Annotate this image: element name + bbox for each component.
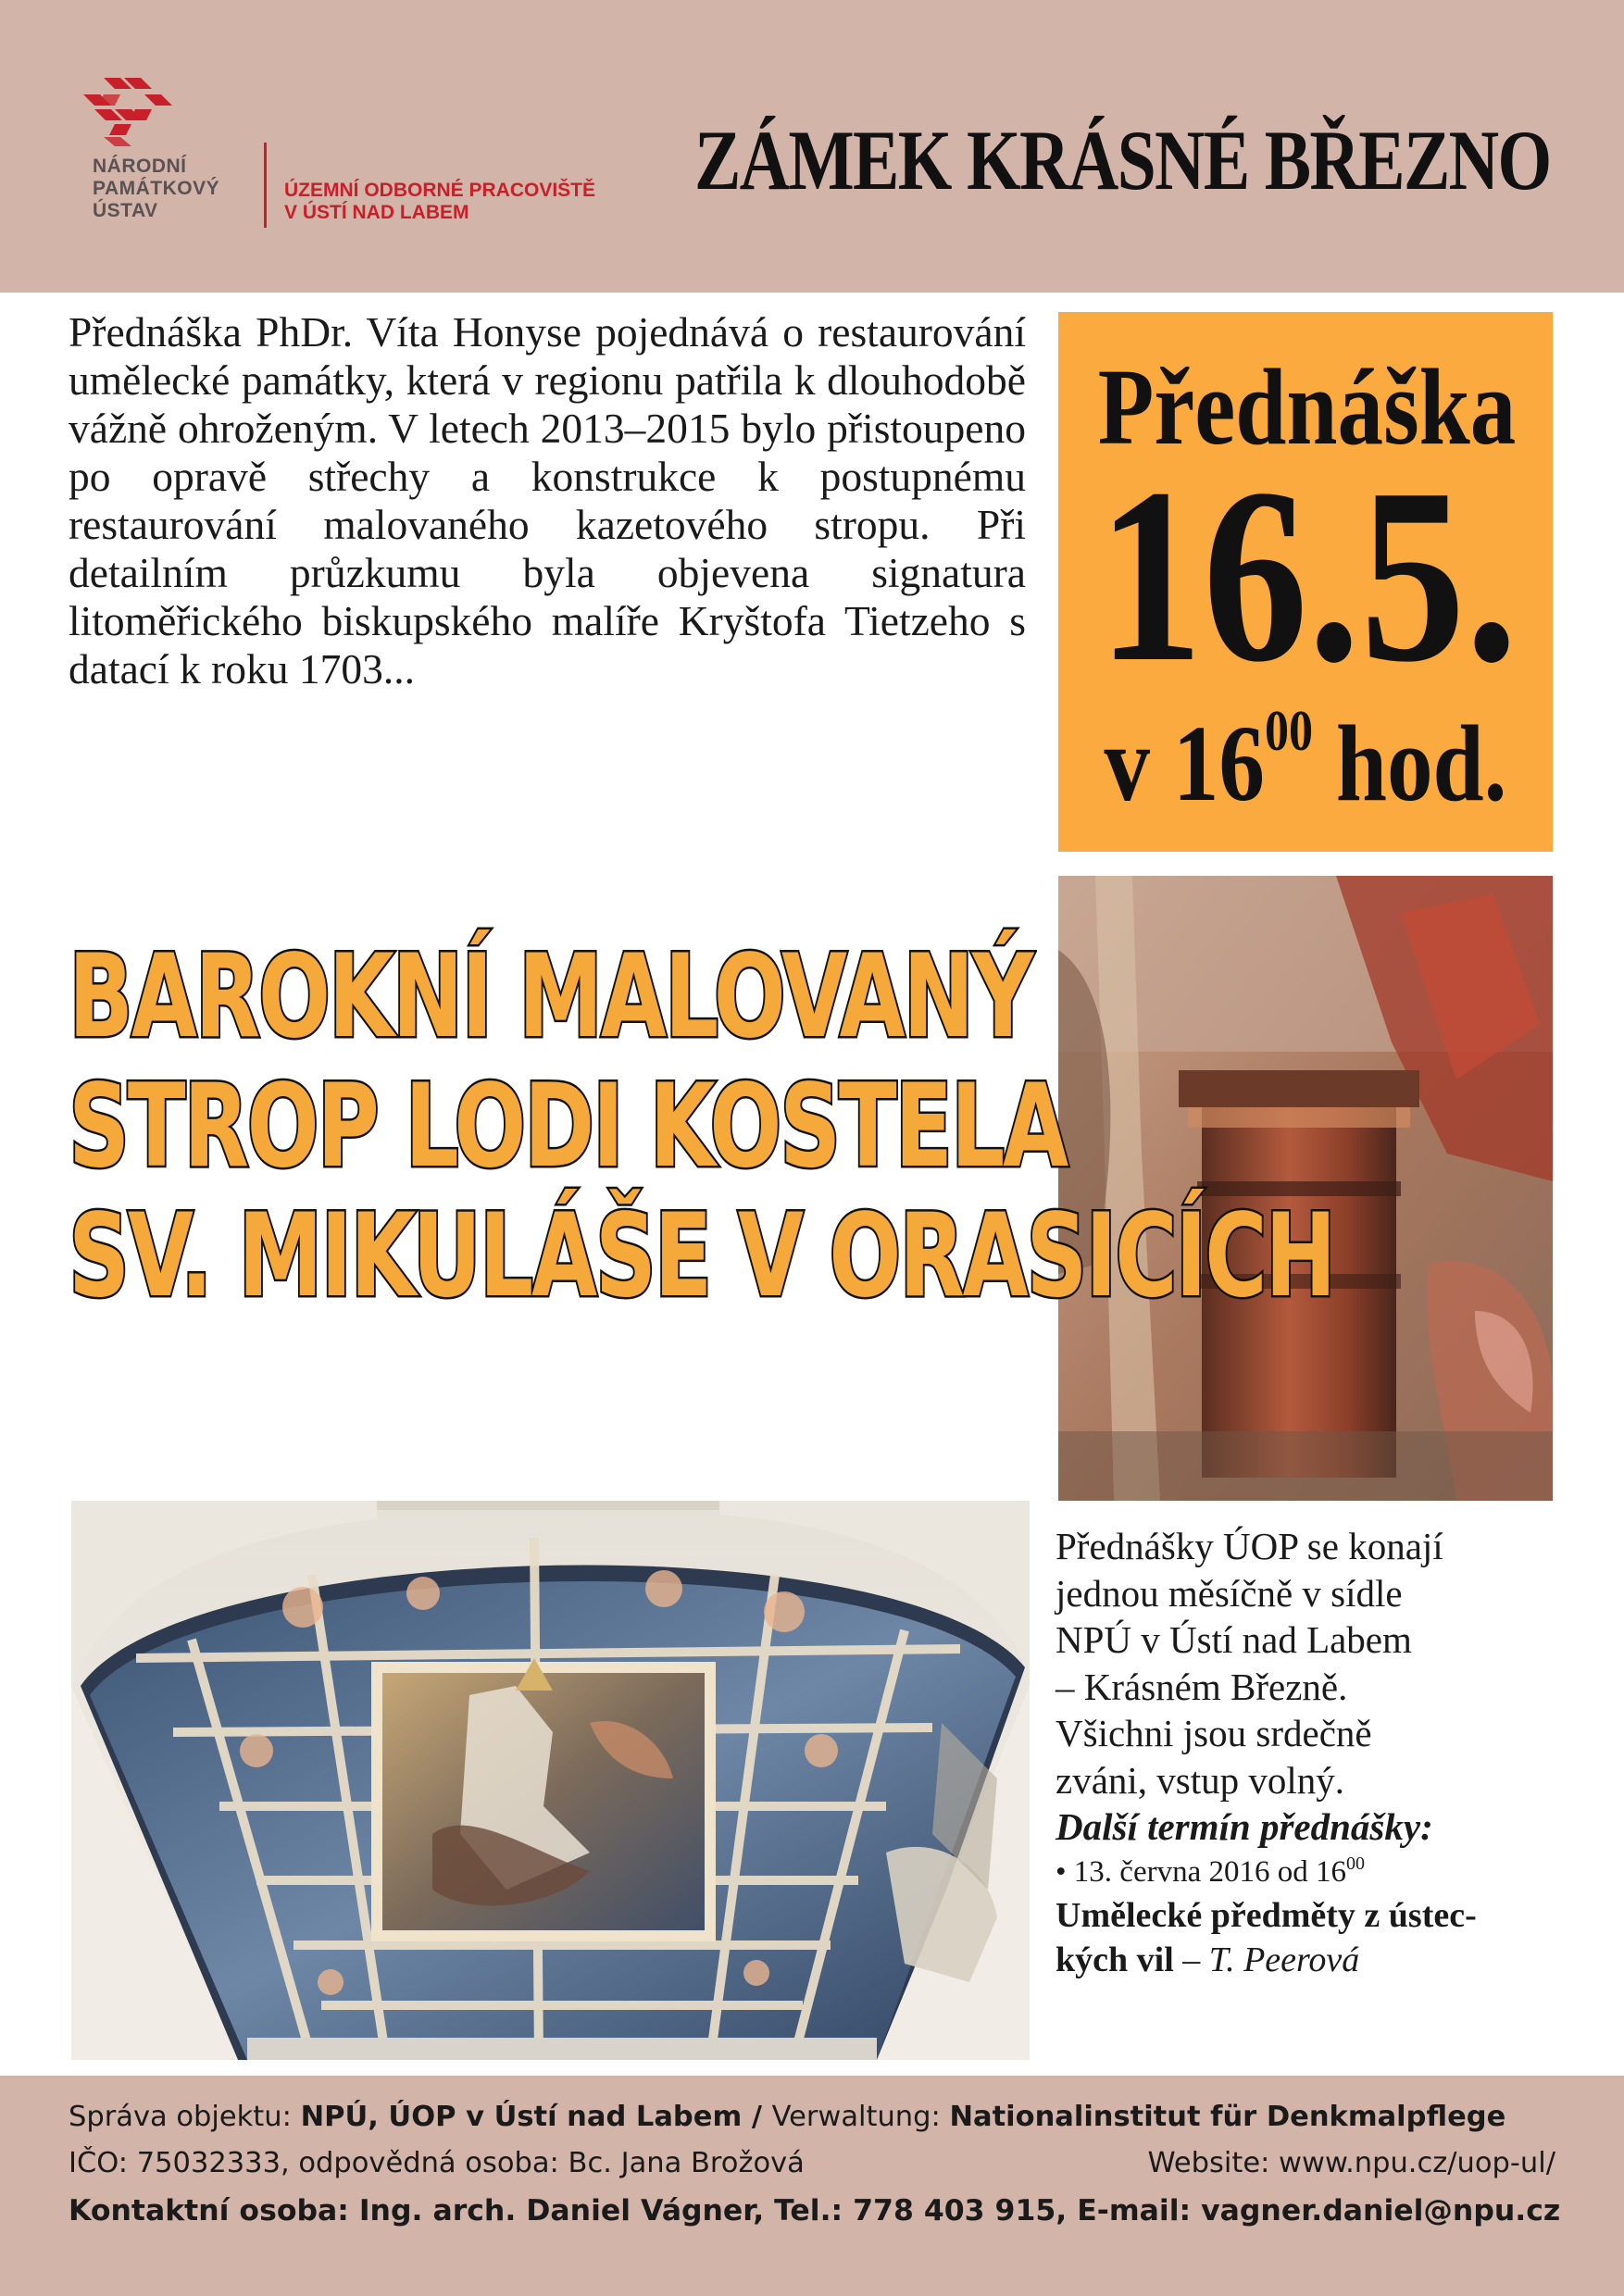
title-line: STROP LODI KOSTELA: [69, 1060, 1067, 1193]
next-lecture-heading: Další termín přednášky:: [1056, 1805, 1433, 1848]
title-line: SV. MIKULÁŠE V ORASICÍCH: [69, 1190, 1334, 1323]
lecture-time: v $16^{00}$ hod.: [1104, 700, 1507, 824]
org-divider: [264, 143, 267, 228]
website-link[interactable]: Website: www.npu.cz/uop-ul/: [1147, 2147, 1555, 2179]
next-lecture-title: Umělecké předměty z ústec-: [1056, 1895, 1477, 1935]
org-branch: ÚZEMNÍ ODBORNÉ PRACOVIŠTĚ V ÚSTÍ NAD LABEM: [284, 180, 596, 223]
footer-contact-row: Kontaktní osoba: Ing. arch. Daniel Vágner, Tel.: 778 403 915, E-mail: vagner.daniel@npu.cz: [69, 2194, 1561, 2227]
footer-band: [0, 2076, 1624, 2296]
intro-paragraph: Přednáška PhDr. Víta Honyse pojednává o restaurování umělecké památky, která v regionu patřila k dlouhodobě vážně ohroženým. V letech 2013–2015 bylo přistoupeno po opravě střechy a konstrukce k postupnému restaurování malovaného kazetového stropu. Při detailním průzkumu byla objevena signatura litoměřického biskupského malíře Kryštofa Tietzeho s datací k roku 1703...: [69, 308, 1026, 693]
header-band: [0, 0, 1624, 293]
ceiling-photo: [71, 1501, 1030, 2060]
footer-ico-row: IČO: 75032333, odpovědná osoba: Bc. Jana Brožová Website: www.npu.cz/uop-ul/: [69, 2143, 1555, 2184]
lecture-title: [69, 930, 1559, 1324]
lecture-date: 16.5.: [1097, 437, 1518, 714]
painted-ceiling-image: [71, 1501, 1030, 2060]
org-name: NÁRODNÍ PAMÁTKOVÝ ÚSTAV: [93, 156, 220, 221]
castle-title: ZÁMEK KRÁSNÉ BŘEZNO: [693, 113, 1550, 207]
npu-logo-icon: [67, 72, 178, 150]
lecture-label: Přednáška: [1097, 346, 1517, 468]
date-box: [1058, 312, 1553, 852]
next-lecture-date: • 13. června 2016 od $16^{00}$: [1056, 1853, 1365, 1889]
series-info: Přednášky ÚOP se konají jednou měsíčně v sídle NPÚ v Ústí nad Labem – Krásném Březně. Všichni jsou srdečně zváni, vstup volný. Další termín přednášky: • 13. června 2016 od $16^{00}$ Umělecké předměty z ústec- kých vil – T. Peerová: [1056, 1523, 1574, 1982]
footer-admin-row: Správa objektu: NPÚ, ÚOP v Ústí nad Labem / Verwaltung: Nationalinstitut für Denkmalpflege: [69, 2101, 1506, 2133]
next-lecture-author: T. Peerová: [1208, 1940, 1360, 1979]
title-line: BAROKNÍ MALOVANÝ: [69, 930, 1032, 1064]
next-lecture-title-cont: kých vil – T. Peerová: [1056, 1940, 1360, 1979]
